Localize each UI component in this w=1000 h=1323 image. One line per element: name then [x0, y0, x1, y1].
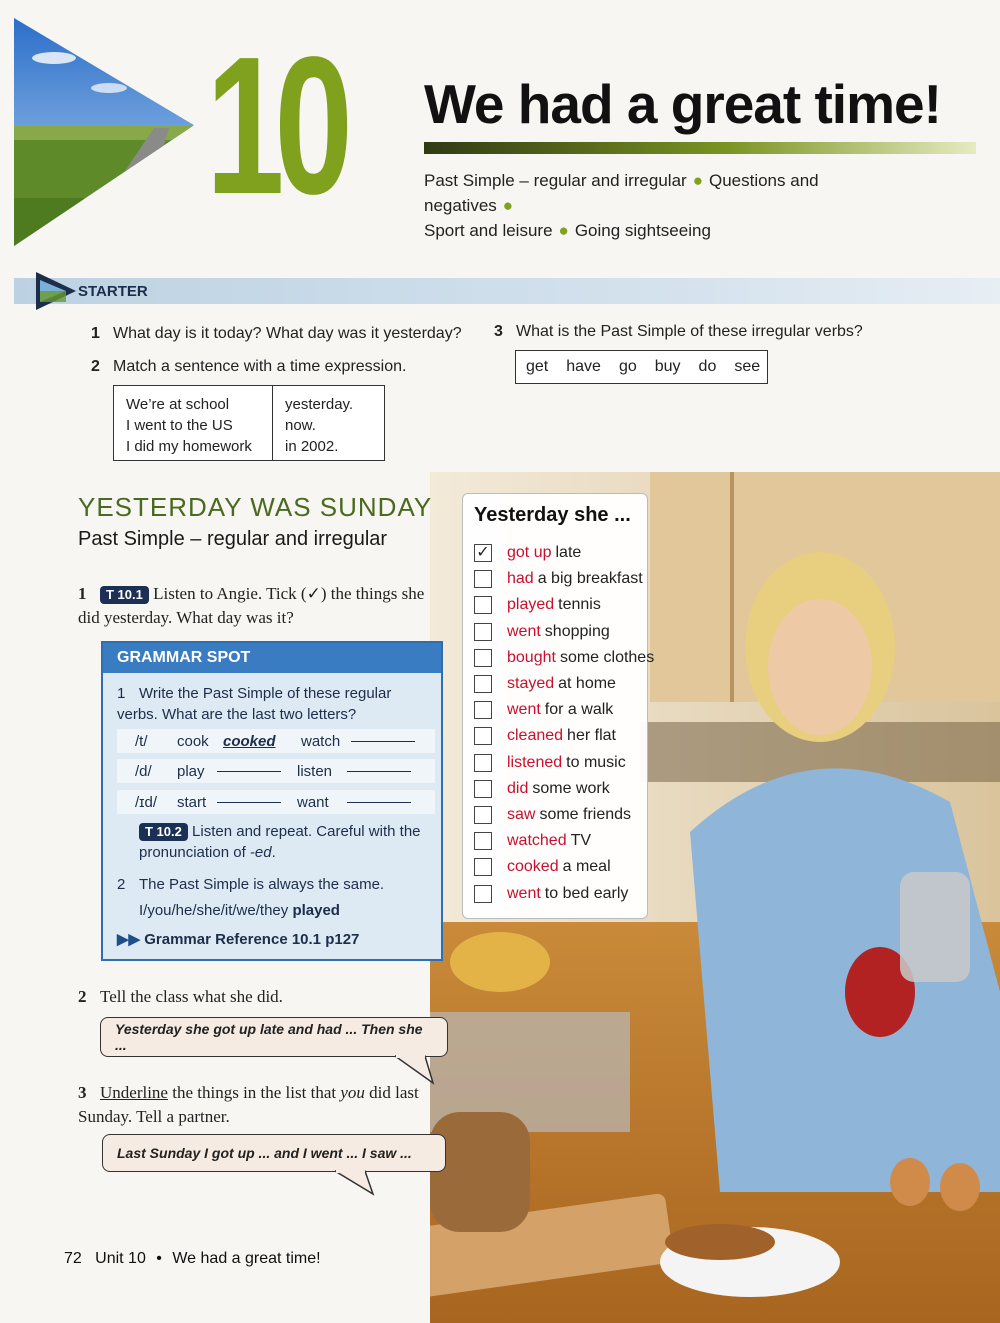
match-table — [113, 385, 385, 461]
starter-label: STARTER — [78, 283, 148, 300]
checkbox[interactable] — [474, 649, 492, 667]
double-arrow-icon: ▶▶ — [117, 931, 141, 948]
checkbox[interactable] — [474, 885, 492, 903]
checkbox[interactable] — [474, 727, 492, 745]
bullet-icon: ● — [692, 171, 703, 190]
time-column: yesterday. now. in 2002. — [272, 386, 365, 460]
answer-field[interactable] — [217, 802, 281, 803]
checkbox[interactable] — [474, 623, 492, 641]
checkbox[interactable] — [474, 570, 492, 588]
checkbox[interactable] — [474, 701, 492, 719]
starter-band — [14, 278, 1000, 304]
starter-question-2: 2 Match a sentence with a time expression. — [91, 358, 407, 375]
verb-rows — [117, 729, 435, 813]
checklist-item[interactable]: ✓ got up late — [474, 542, 581, 564]
checklist-item[interactable]: went shopping — [474, 621, 610, 643]
checkbox[interactable] — [474, 858, 492, 876]
sentence-column: We’re at school I went to the US I did my homework — [126, 396, 252, 455]
checkbox[interactable] — [474, 780, 492, 798]
track-10-2-instruction: T 10.2 Listen and repeat. Careful with the pronunciation of -ed. — [139, 823, 421, 861]
topic: Past Simple – regular and irregular — [424, 171, 687, 190]
checklist-item[interactable]: listened to music — [474, 752, 626, 774]
answer-field[interactable] — [347, 802, 411, 803]
answer-field[interactable] — [347, 771, 411, 772]
checkbox[interactable]: ✓ — [474, 544, 492, 562]
grammar-item-1: 1 Write the Past Simple of these regular verbs. What are the last two letters? — [117, 685, 392, 723]
checkbox[interactable] — [474, 806, 492, 824]
topic: Sport and leisure — [424, 221, 553, 240]
checkbox[interactable] — [474, 754, 492, 772]
bullet-icon: ● — [502, 196, 514, 215]
checkbox[interactable] — [474, 675, 492, 693]
grammar-spot-box — [101, 641, 443, 961]
section-heading: YESTERDAY WAS SUNDAY — [78, 492, 433, 522]
topic: Questions and negatives — [424, 171, 819, 215]
topic: Going sightseeing — [574, 221, 711, 240]
bullet-icon: • — [156, 1250, 162, 1267]
grammar-item-2: 2 The Past Simple is always the same. — [117, 876, 385, 893]
checklist-item[interactable]: played tennis — [474, 594, 601, 616]
exercise-2: 2 Tell the class what she did. — [78, 987, 283, 1006]
verb-row: /ɪd/ start want — [135, 791, 411, 813]
checklist-item[interactable]: cooked a meal — [474, 856, 611, 878]
speech-bubble: Yesterday she got up late and had ... Then she ... — [100, 1017, 448, 1057]
bubble-tail-icon — [335, 1170, 375, 1201]
unit-title: We had a great time! — [424, 73, 941, 135]
answer-field[interactable] — [351, 741, 415, 742]
checkbox[interactable] — [474, 596, 492, 614]
answer-field[interactable]: cooked — [223, 732, 276, 750]
unit-number: 10 — [206, 16, 343, 235]
checklist-item[interactable]: went to bed early — [474, 883, 628, 905]
checklist-item[interactable]: cleaned her flat — [474, 725, 616, 747]
checklist-item[interactable]: watched TV — [474, 830, 591, 852]
title-underline-bar — [424, 142, 976, 154]
speech-bubble: Last Sunday I got up ... and I went ... I saw ... — [102, 1134, 446, 1172]
page-footer: 72 Unit 10 • We had a great time! — [64, 1250, 321, 1267]
checklist-item[interactable]: saw some friends — [474, 804, 631, 826]
bullet-icon: ● — [558, 221, 569, 240]
exercise-3: 3 Underline the things in the list that you did last Sunday. Tell a partner. — [78, 1083, 419, 1126]
pronoun-line: I/you/he/she/it/we/they played — [139, 902, 340, 919]
yesterday-she-checklist — [462, 493, 655, 919]
checklist-item[interactable]: had a big breakfast — [474, 568, 643, 590]
checklist-item[interactable]: stayed at home — [474, 673, 616, 695]
grammar-reference-link[interactable]: ▶▶ Grammar Reference 10.1 p127 — [117, 931, 360, 948]
answer-field[interactable] — [217, 771, 281, 772]
starter-question-1: 1 What day is it today? What day was it yesterday? — [91, 325, 462, 342]
verb-row: /t/ cook cooked watch — [135, 730, 415, 752]
unit-topics — [424, 168, 904, 243]
audio-track-badge[interactable]: T 10.1 — [100, 586, 149, 604]
exercise-1: 1 T 10.1 Listen to Angie. Tick (✓) the things she did yesterday. What day was it? — [78, 584, 425, 627]
checklist-item[interactable]: went for a walk — [474, 699, 613, 721]
section-subheading: Past Simple – regular and irregular — [78, 528, 388, 550]
grammar-spot-heading: GRAMMAR SPOT — [103, 643, 441, 673]
road-landscape-image — [14, 18, 194, 246]
arrow-icon — [36, 272, 76, 310]
checklist-title: Yesterday she ... — [474, 504, 631, 526]
verb-row: /d/ play listen — [135, 760, 411, 782]
checkbox[interactable] — [474, 832, 492, 850]
checklist-item[interactable]: did some work — [474, 778, 610, 800]
starter-question-3: 3 What is the Past Simple of these irregular verbs? — [494, 323, 863, 340]
irregular-verbs-box: get have go buy do see — [515, 350, 768, 384]
checklist-item[interactable]: bought some clothes — [474, 647, 654, 669]
page-number: 72 — [64, 1250, 82, 1267]
audio-track-badge[interactable]: T 10.2 — [139, 823, 188, 841]
